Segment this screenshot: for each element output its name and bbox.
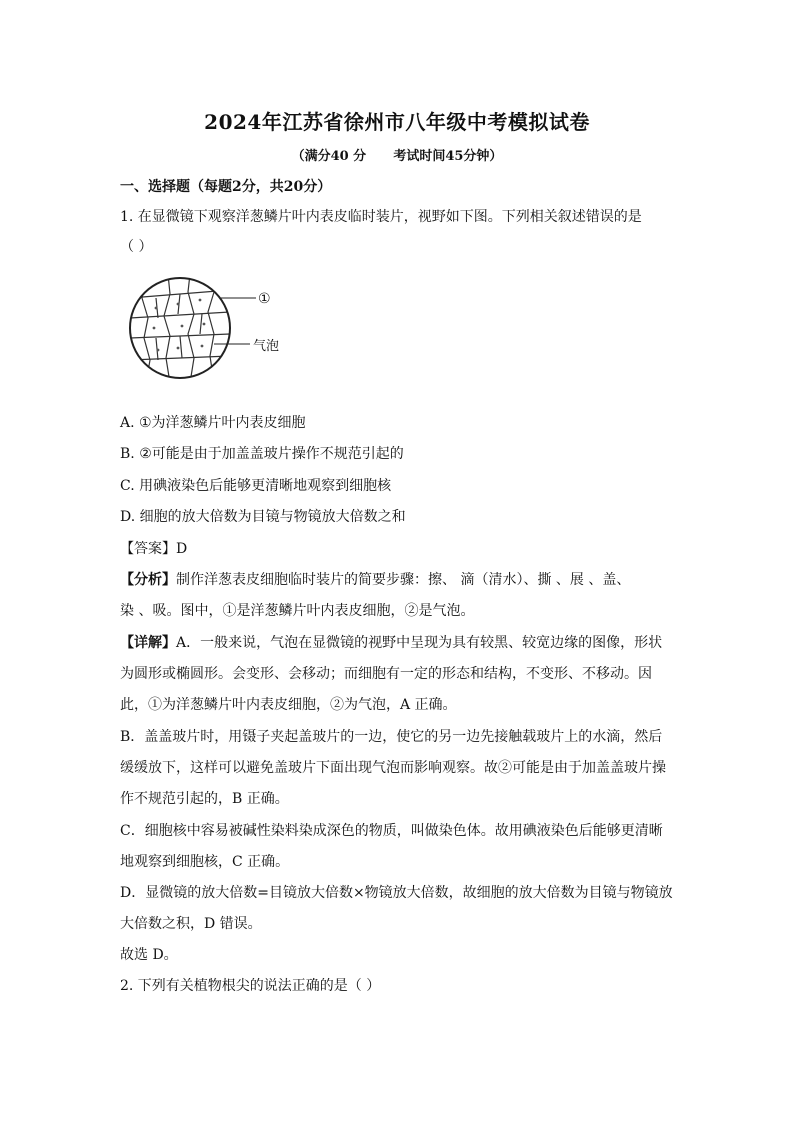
detail-c-2: 地观察到细胞核，C 正确。 [120, 854, 290, 870]
detail-d-1: D．显微镜的放大倍数=目镜放大倍数×物镜放大倍数，故细胞的放大倍数为目镜与物镜放 [120, 885, 673, 901]
analysis-text-1: 制作洋葱表皮细胞临时装片的简要步骤：擦、 滴（清水）、撕 、展 、盖、 [176, 572, 631, 588]
conclusion: 故选 D。 [120, 947, 178, 963]
detail-line-1 [120, 634, 680, 652]
option-c: C. 用碘液染色后能够更清晰地观察到细胞核 [120, 478, 392, 494]
analysis-tag: 【分析】 [120, 572, 176, 588]
page-title: 2024年江苏省徐州市八年级中考模拟试卷 [204, 110, 590, 134]
detail-b-3: 作不规范引起的，B 正确。 [120, 791, 289, 807]
question-2-stem: 2. 下列有关植物根尖的说法正确的是（ ） [120, 978, 381, 994]
detail-b-1: B．盖盖玻片时，用镊子夹起盖玻片的一边，使它的另一边先接触载玻片上的水滴，然后 [120, 729, 663, 745]
figure-label-1: ① [258, 291, 271, 307]
detail-c-1: C．细胞核中容易被碱性染料染成深色的物质，叫做染色体。故用碘液染色后能够更清晰 [120, 823, 663, 839]
detail-a-3: 此，①为洋葱鳞片叶内表皮细胞，②为气泡，A 正确。 [120, 697, 457, 713]
detail-a-2: 为圆形或椭圆形。会变形、会移动；而细胞有一定的形态和结构，不变形、不移动。因 [120, 666, 652, 682]
detail-b-2: 缓缓放下，这样可以避免盖玻片下面出现气泡而影响观察。故②可能是由于加盖盖玻片操 [120, 760, 666, 776]
detail-d-2: 大倍数之积，D 错误。 [120, 916, 262, 932]
section-heading: 一、选择题（每题2分，共20分） [120, 179, 332, 195]
answer: 【答案】D [120, 541, 188, 557]
detail-tag: 【详解】 [120, 635, 176, 651]
analysis-line-2: 染 、吸。图中，①是洋葱鳞片叶内表皮细胞，②是气泡。 [120, 603, 475, 619]
figure-label-bubble: 气泡 [253, 339, 280, 354]
option-a: A. ①为洋葱鳞片叶内表皮细胞 [120, 415, 306, 431]
detail-a-1: A．一般来说，气泡在显微镜的视野中呈现为具有较黑、较宽边缘的图像，形状 [176, 635, 663, 651]
microscope-view-figure [126, 268, 296, 384]
question-1-blank: （ ） [120, 239, 153, 255]
question-1-stem: 1. 在显微镜下观察洋葱鳞片叶内表皮临时装片，视野如下图。下列相关叙述错误的是 [120, 209, 642, 225]
onion-cell-diagram [126, 268, 296, 384]
option-d: D. 细胞的放大倍数为目镜与物镜放大倍数之和 [120, 509, 406, 525]
exam-info: （满分40 分 考试时间45分钟） [291, 149, 503, 164]
analysis-line-1 [120, 571, 680, 589]
option-b: B. ②可能是由于加盖盖玻片操作不规范引起的 [120, 446, 404, 462]
